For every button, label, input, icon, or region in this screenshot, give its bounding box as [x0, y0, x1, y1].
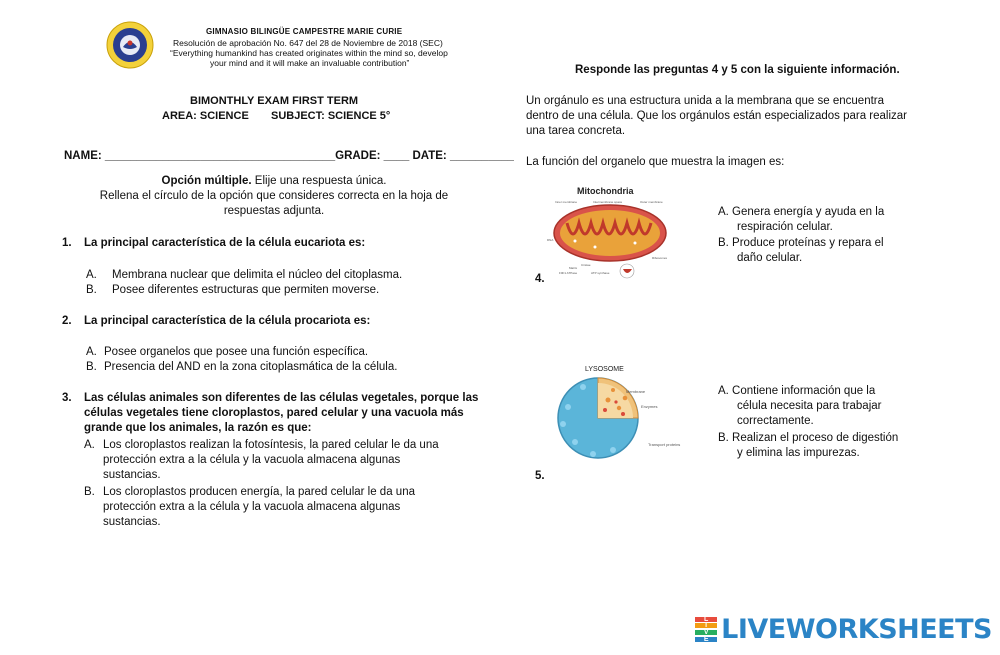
organelle-prompt: La función del organelo que muestra la imagen es: — [526, 156, 785, 168]
lysosome-title: LYSOSOME — [585, 366, 624, 373]
question-3-line3: grande que los animales, la razón es que: — [84, 422, 312, 434]
exam-subject: SUBJECT: SCIENCE 5° — [271, 110, 391, 122]
svg-text:DNA: DNA — [547, 238, 554, 242]
instructions-line3: respuestas adjunta. — [223, 205, 325, 217]
school-motto-line1: “Everything humankind has created originates within the mind so, develop — [170, 48, 448, 58]
q3-option-b[interactable]: B. Los cloroplastos producen energía, la pared celular le da una protección extra a la célula y la vacuola almacena algunas sustancias. — [84, 486, 415, 528]
organelle-definition: Un orgánulo es una estructura unida a la membrana que se encuentra dentro de una célula. Que los orgánulos están especializados para realizar una tarea concreta. — [526, 95, 908, 137]
svg-text:Intermembrane space: Intermembrane space — [593, 200, 623, 204]
q1-option-b[interactable]: B. Posee diferentes estructuras que permiten moverse. — [86, 284, 380, 296]
lysosome-image — [553, 362, 681, 462]
mitochondria-title: Mitochondria — [577, 186, 634, 196]
question-1: 1. La principal característica de la célula eucariota es: — [62, 237, 366, 249]
svg-text:ATP synthase: ATP synthase — [591, 271, 610, 275]
instructions-line1: Elije una respuesta única. — [251, 175, 387, 187]
svg-text:F0F1 ATPase: F0F1 ATPase — [559, 271, 578, 275]
svg-text:Cristae: Cristae — [581, 263, 591, 267]
exam-title: BIMONTHLY EXAM FIRST TERM — [190, 95, 359, 107]
exam-area: AREA: SCIENCE — [162, 110, 249, 122]
q5-option-b[interactable]: B. Realizan el proceso de digestión y elimina las impurezas. — [718, 432, 899, 459]
instructions — [60, 174, 488, 219]
right-heading: Responde las preguntas 4 y 5 con la siguiente información. — [575, 64, 900, 76]
svg-text:Membrane: Membrane — [626, 389, 646, 394]
svg-text:Enzymes: Enzymes — [641, 404, 658, 409]
svg-text:Transport proteins: Transport proteins — [648, 442, 681, 447]
q5-option-a[interactable]: A. Contiene información que la célula necesita para trabajar correctamente. — [718, 385, 882, 427]
mitochondria-image — [545, 183, 690, 287]
school-name: GIMNASIO BILINGÜE CAMPESTRE MARIE CURIE — [206, 27, 403, 36]
q2-option-b[interactable]: B. Presencia del AND en la zona citoplasmática de la célula. — [86, 361, 398, 373]
question-2: 2. La principal característica de la célula procariota es: — [62, 315, 371, 327]
school-resolution: Resolución de aprobación No. 647 del 28 de Noviembre de 2018 (SEC) — [173, 38, 443, 48]
q3-option-a[interactable]: A. Los cloroplastos realizan la fotosíntesis, la pared celular le da una protección extra a la célula y la vacuola almacena algunas sustancias. — [84, 439, 439, 481]
q2-option-a[interactable]: A. Posee organelos que posee una función específica. — [86, 346, 369, 358]
q4-option-a[interactable]: A. Genera energía y ayuda en la respiración celular. — [718, 206, 885, 233]
school-motto-line2: your mind and it will make an invaluable contribution” — [210, 58, 410, 68]
question-3-line2: células vegetales tiene cloroplastos, pared celular y una vacuola más — [84, 407, 464, 419]
instructions-line2: Rellena el círculo de la opción que consideres correcta en la hoja de — [99, 190, 449, 202]
svg-text:Inner membrane: Inner membrane — [555, 200, 578, 204]
svg-text:Matrix: Matrix — [569, 266, 578, 270]
student-info-line[interactable]: NAME: ____________________________________GRADE: ____ DATE: __________ — [64, 150, 514, 162]
school-logo — [106, 21, 154, 69]
question-4-number: 4. — [535, 273, 545, 285]
svg-text:Ribosomes: Ribosomes — [652, 256, 668, 260]
question-5-number: 5. — [535, 470, 545, 482]
q1-option-a[interactable]: A. Membrana nuclear que delimita el núcleo del citoplasma. — [86, 269, 403, 281]
question-3: 3. Las células animales son diferentes de las células vegetales, porque las — [62, 392, 479, 404]
liveworksheets-icon: L I V E — [695, 617, 717, 643]
q4-option-b[interactable]: B. Produce proteínas y repara el daño celular. — [718, 237, 884, 264]
liveworksheets-brand[interactable] — [695, 614, 992, 645]
instructions-bold: Opción múltiple. — [161, 175, 252, 187]
svg-text:Outer membrane: Outer membrane — [640, 200, 663, 204]
liveworksheets-wordmark: LIVEWORKSHEETS — [721, 614, 992, 645]
